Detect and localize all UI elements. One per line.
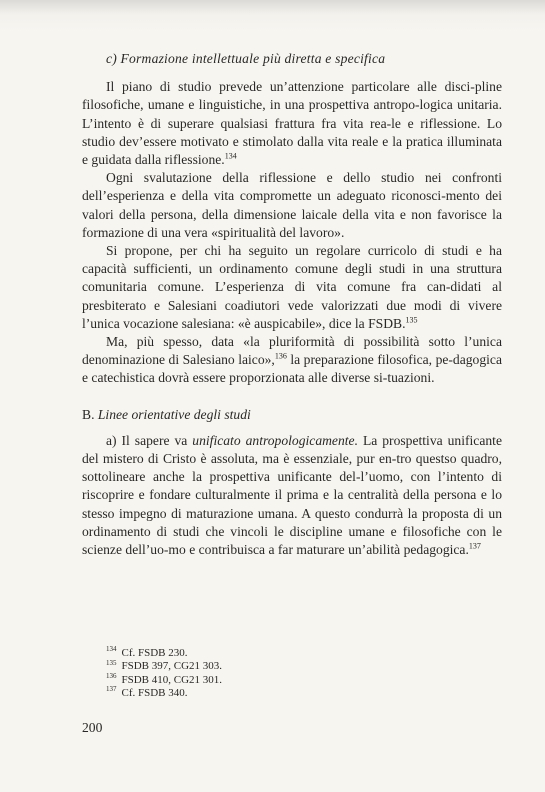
footnote-137: $^{137}$ Cf. FSDB 340. — [106, 685, 188, 699]
footnote-134: $^{134}$ Cf. FSDB 230. — [106, 645, 188, 659]
main-text — [82, 50, 502, 559]
paragraph-1: Il piano di studio prevede un’attenzione particolare alle disci-pline filosofiche, umane e linguistiche, in una prospettiva antropo-logica unitaria. L’intento è di superare qualsiasi frattura fra vita rea-le e riflessione. Lo studio dev’essere motivato e stimolato dalla vita reale e la pratica illuminata e guidata dalla riflessione.$^{134}$ — [82, 79, 502, 168]
section-heading-c: c) Formazione intellettuale più diretta e specifica — [106, 51, 386, 66]
footnote-ref-134[interactable]: 134 — [224, 151, 237, 161]
section-heading-b: B. Linee orientative degli studi — [82, 406, 251, 422]
footnote-ref-135[interactable]: 135 — [405, 315, 418, 325]
footnote-ref-137[interactable]: 137 — [468, 541, 481, 551]
paragraph-3: Si propone, per chi ha seguito un regolare curricolo di studi e ha capacità sufficienti, un ordinamento comune degli studi in una struttura comunitaria comune. L’esperienza di vita comune fra can-didati al presbiterato e Salesiani coadiutori vede valorizzati due modi di vivere l’unica vocazione salesiana: «è auspicabile», dice la FSDB.$^{135}$ — [82, 243, 502, 331]
footnote-135: $^{135}$ FSDB 397, CG21 303. — [106, 658, 223, 673]
footnote-136: $^{136}$ FSDB 410, CG21 301. — [106, 671, 223, 686]
page-number: 200 — [82, 720, 103, 735]
footnotes — [106, 647, 406, 700]
paragraph-2: Ogni svalutazione della riflessione e dello studio nei confronti dell’esperienza e della vita compromette un adeguato riconosci-mento dei valori della persona, della dimensione laicale della vita e non favorisce la formazione di una vera «spiritualità del lavoro». — [82, 170, 502, 240]
paragraph-5: a) Il sapere va unificato antropologicamente. La prospettiva unificante del mistero di Cristo è assoluta, ma è essenziale, pur en-tro questso quadro, sottolineare anche la prospettiva unificante del-l’uomo, con l’intento di riscoprire e fondare culturalmente il prima e la centralità della persona e lo stesso impegno di maturazione umana. A questo condurrà la proposta di un ordinamento di studi che vincoli le discipline umane e filosofiche con le scienze dell’uo-mo e contribuisca a far maturare un’abilità pedagogica.$^{137}$ — [82, 432, 502, 558]
footnote-ref-136[interactable]: 136 — [274, 351, 287, 361]
paragraph-4: Ma, più spesso, data «la pluriformità di possibilità sotto l’unica denominazione di Salesiano laico»,$^{136}$ la preparazione filosofica, pe-dagogica e catechistica dovrà essere proporzionata alle diverse si-tuazioni. — [82, 334, 502, 386]
